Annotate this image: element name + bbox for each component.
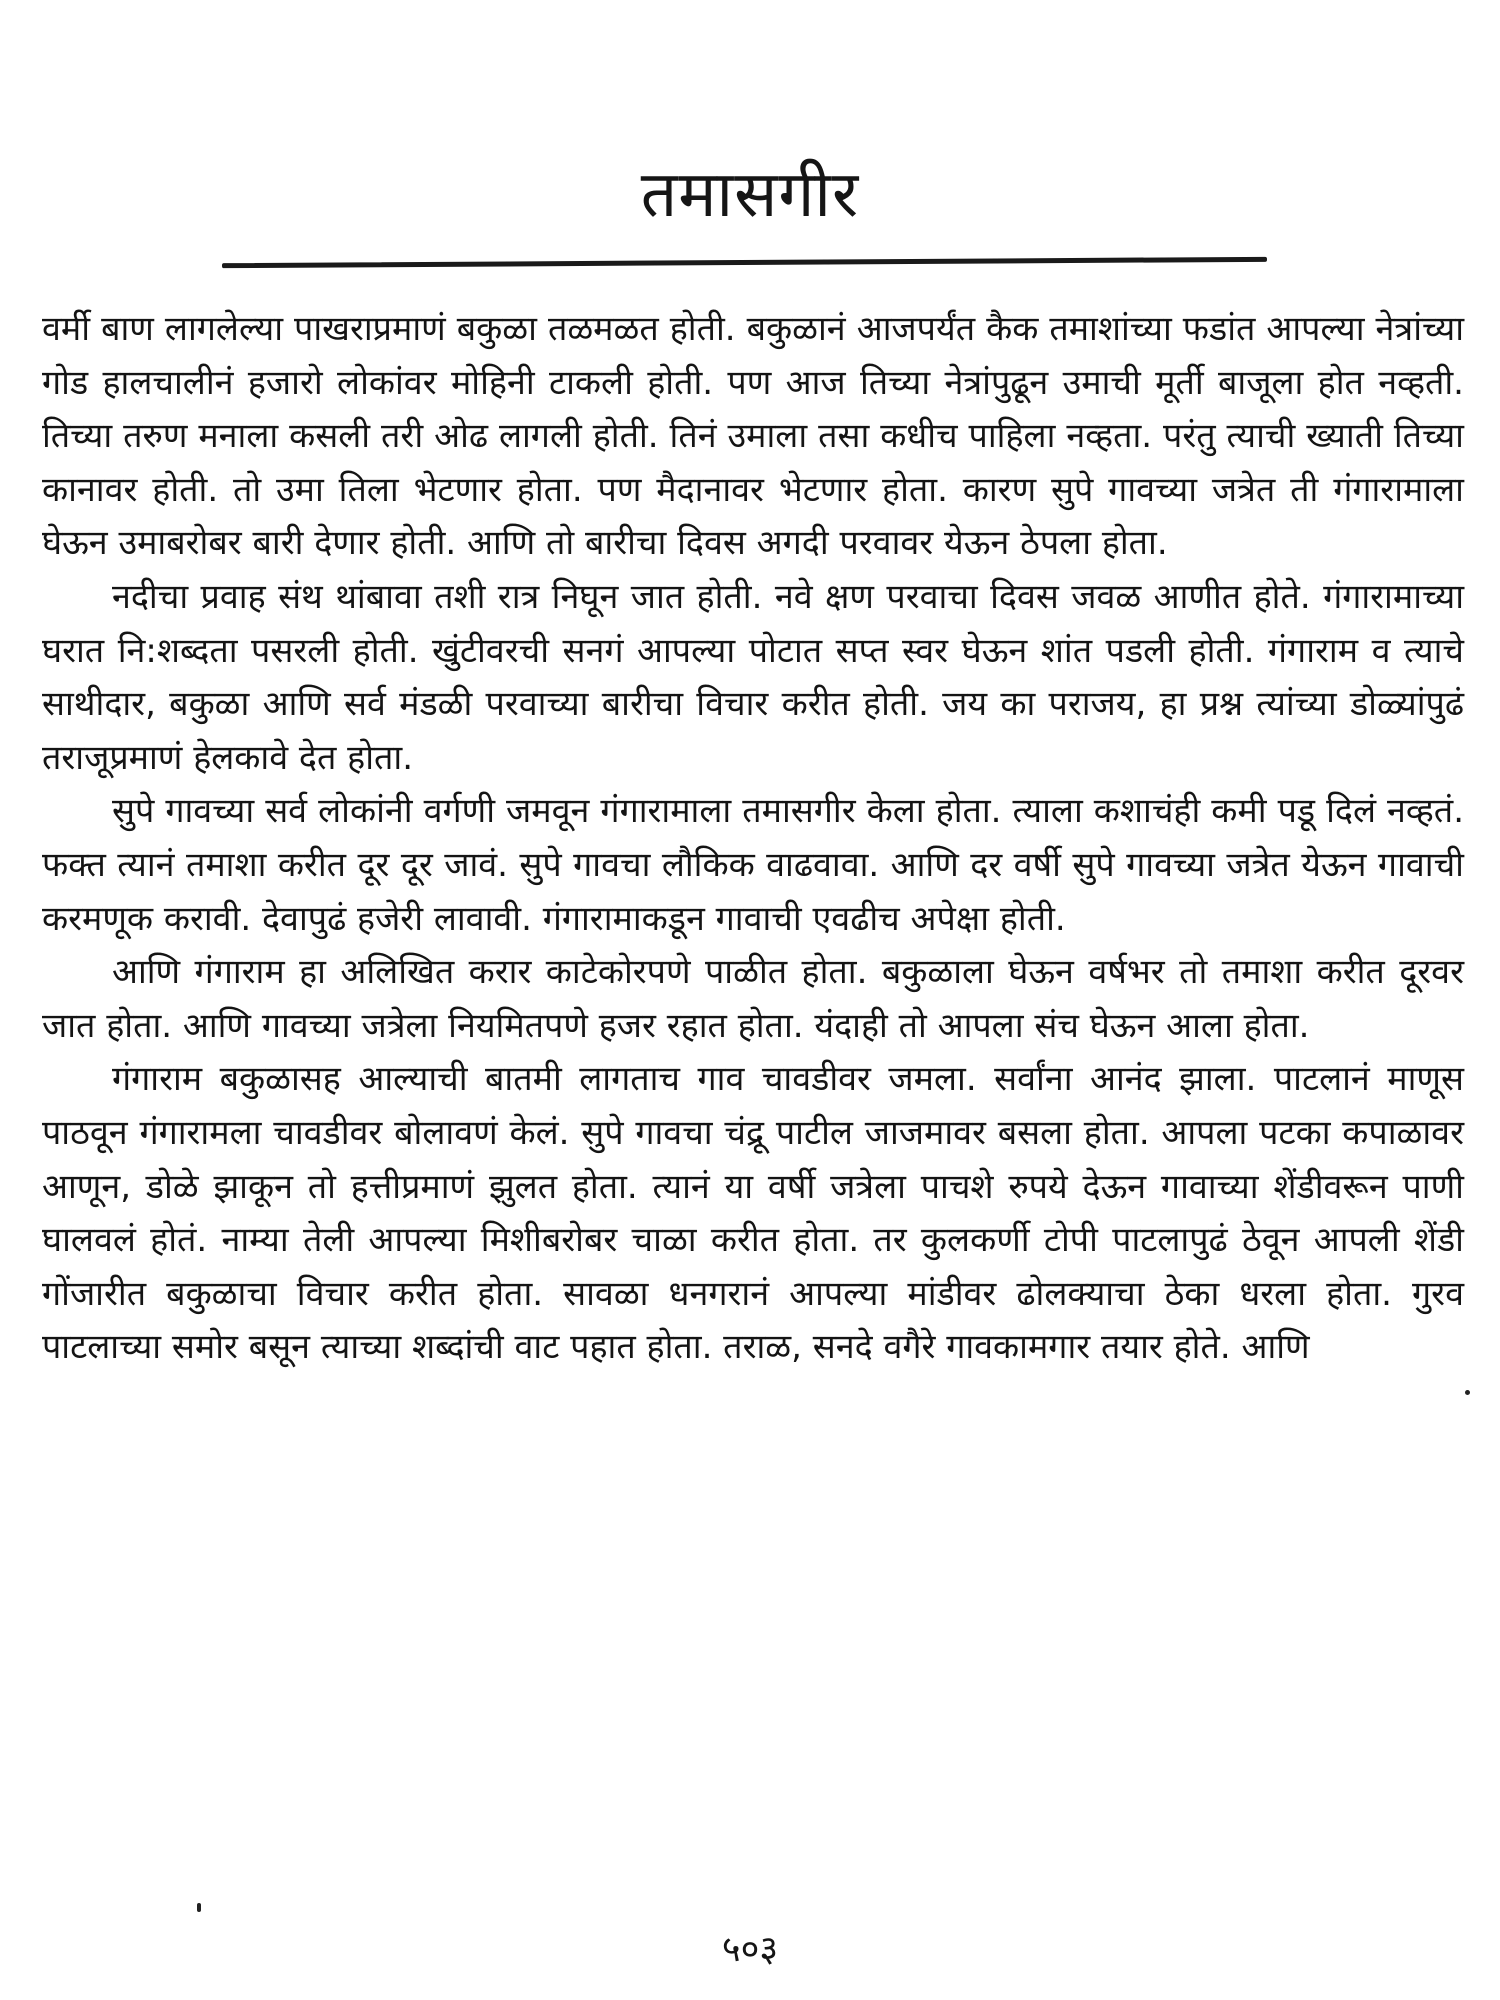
scan-speck — [1465, 1390, 1470, 1395]
paragraph-3: सुपे गावच्या सर्व लोकांनी वर्गणी जमवून गंगारामाला तमासगीर केला होता. त्याला कशाचंही कमी पडू दिलं नव्हतं. फक्त त्यानं तमाशा करीत दूर दूर जावं. सुपे गावचा लौकिक वाढवावा. आणि दर वर्षी सुपे गावच्या जत्रेत येऊन गावाची करमणूक करावी. देवापुढं हजेरी लावावी. गंगारामाकडून गावाची एवढीच अपेक्षा होती. — [42, 791, 1464, 939]
paragraph-5: गंगाराम बकुळासह आल्याची बातमी लागताच गाव चावडीवर जमला. सर्वांना आनंद झाला. पाटलानं माणूस पाठवून गंगारामला चावडीवर बोलावणं केलं. सुपे गावचा चंद्रू पाटील जाजमावर बसला होता. आपला पटका कपाळावर आणून, डोळे झाकून तो हत्तीप्रमाणं झुलत होता. त्यानं या वर्षी जत्रेला पाचशे रुपये देऊन गावाच्या शेंडीवरून पाणी घालवलं होतं. नाम्या तेली आपल्या मिशीबरोबर चाळा करीत होता. तर कुलकर्णी टोपी पाटलापुढं ठेवून आपली शेंडी गोंजारीत बकुळाचा विचार करीत होता. सावळा धनगरानं आपल्या मांडीवर ढोलक्याचा ठेका धरला होता. गुरव पाटलाच्या समोर बसून त्याच्या शब्दांची वाट पहात होता. तराळ, सनदे वगैरे गावकामगार तयार होते. आणि — [42, 1059, 1464, 1368]
title-underline — [222, 257, 1267, 268]
paragraph-1: वर्मी बाण लागलेल्या पाखराप्रमाणं बकुळा तळमळत होती. बकुळानं आजपर्यंत कैक तमाशांच्या फडांत आपल्या नेत्रांच्या गोड हालचालीनं हजारो लोकांवर मोहिनी टाकली होती. पण आज तिच्या नेत्रांपुढून उमाची मूर्ती बाजूला होत नव्हती. तिच्या तरुण मनाला कसली तरी ओढ लागली होती. तिनं उमाला तसा कधीच पाहिला नव्हता. परंतु त्याची ख्याती तिच्या कानावर होती. तो उमा तिला भेटणार होता. पण मैदानावर भेटणार होता. कारण सुपे गावच्या जत्रेत ती गंगारामाला घेऊन उमाबरोबर बारी देणार होती. आणि तो बारीचा दिवस अगदी परवावर येऊन ठेपला होता. — [42, 309, 1464, 564]
chapter-title: तमासगीर — [640, 158, 860, 232]
paragraph-2: नदीचा प्रवाह संथ थांबावा तशी रात्र निघून जात होती. नवे क्षण परवाचा दिवस जवळ आणीत होते. गंगारामाच्या घरात नि:शब्दता पसरली होती. खुंटीवरची सनगं आपल्या पोटात सप्त स्वर घेऊन शांत पडली होती. गंगाराम व त्याचे साथीदार, बकुळा आणि सर्व मंडळी परवाच्या बारीचा विचार करीत होती. जय का पराजय, हा प्रश्न त्यांच्या डोळ्यांपुढं तराजूप्रमाणं हेलकावे देत होता. — [42, 576, 1464, 778]
body-text — [42, 303, 1464, 1375]
page-number: ५०३ — [721, 1929, 779, 1970]
scan-speck — [197, 1903, 201, 1912]
paragraph-4: आणि गंगाराम हा अलिखित करार काटेकोरपणे पाळीत होता. बकुळाला घेऊन वर्षभर तो तमाशा करीत दूरवर जात होता. आणि गावच्या जत्रेला नियमितपणे हजर रहात होता. यंदाही तो आपला संच घेऊन आला होता. — [42, 952, 1464, 1046]
